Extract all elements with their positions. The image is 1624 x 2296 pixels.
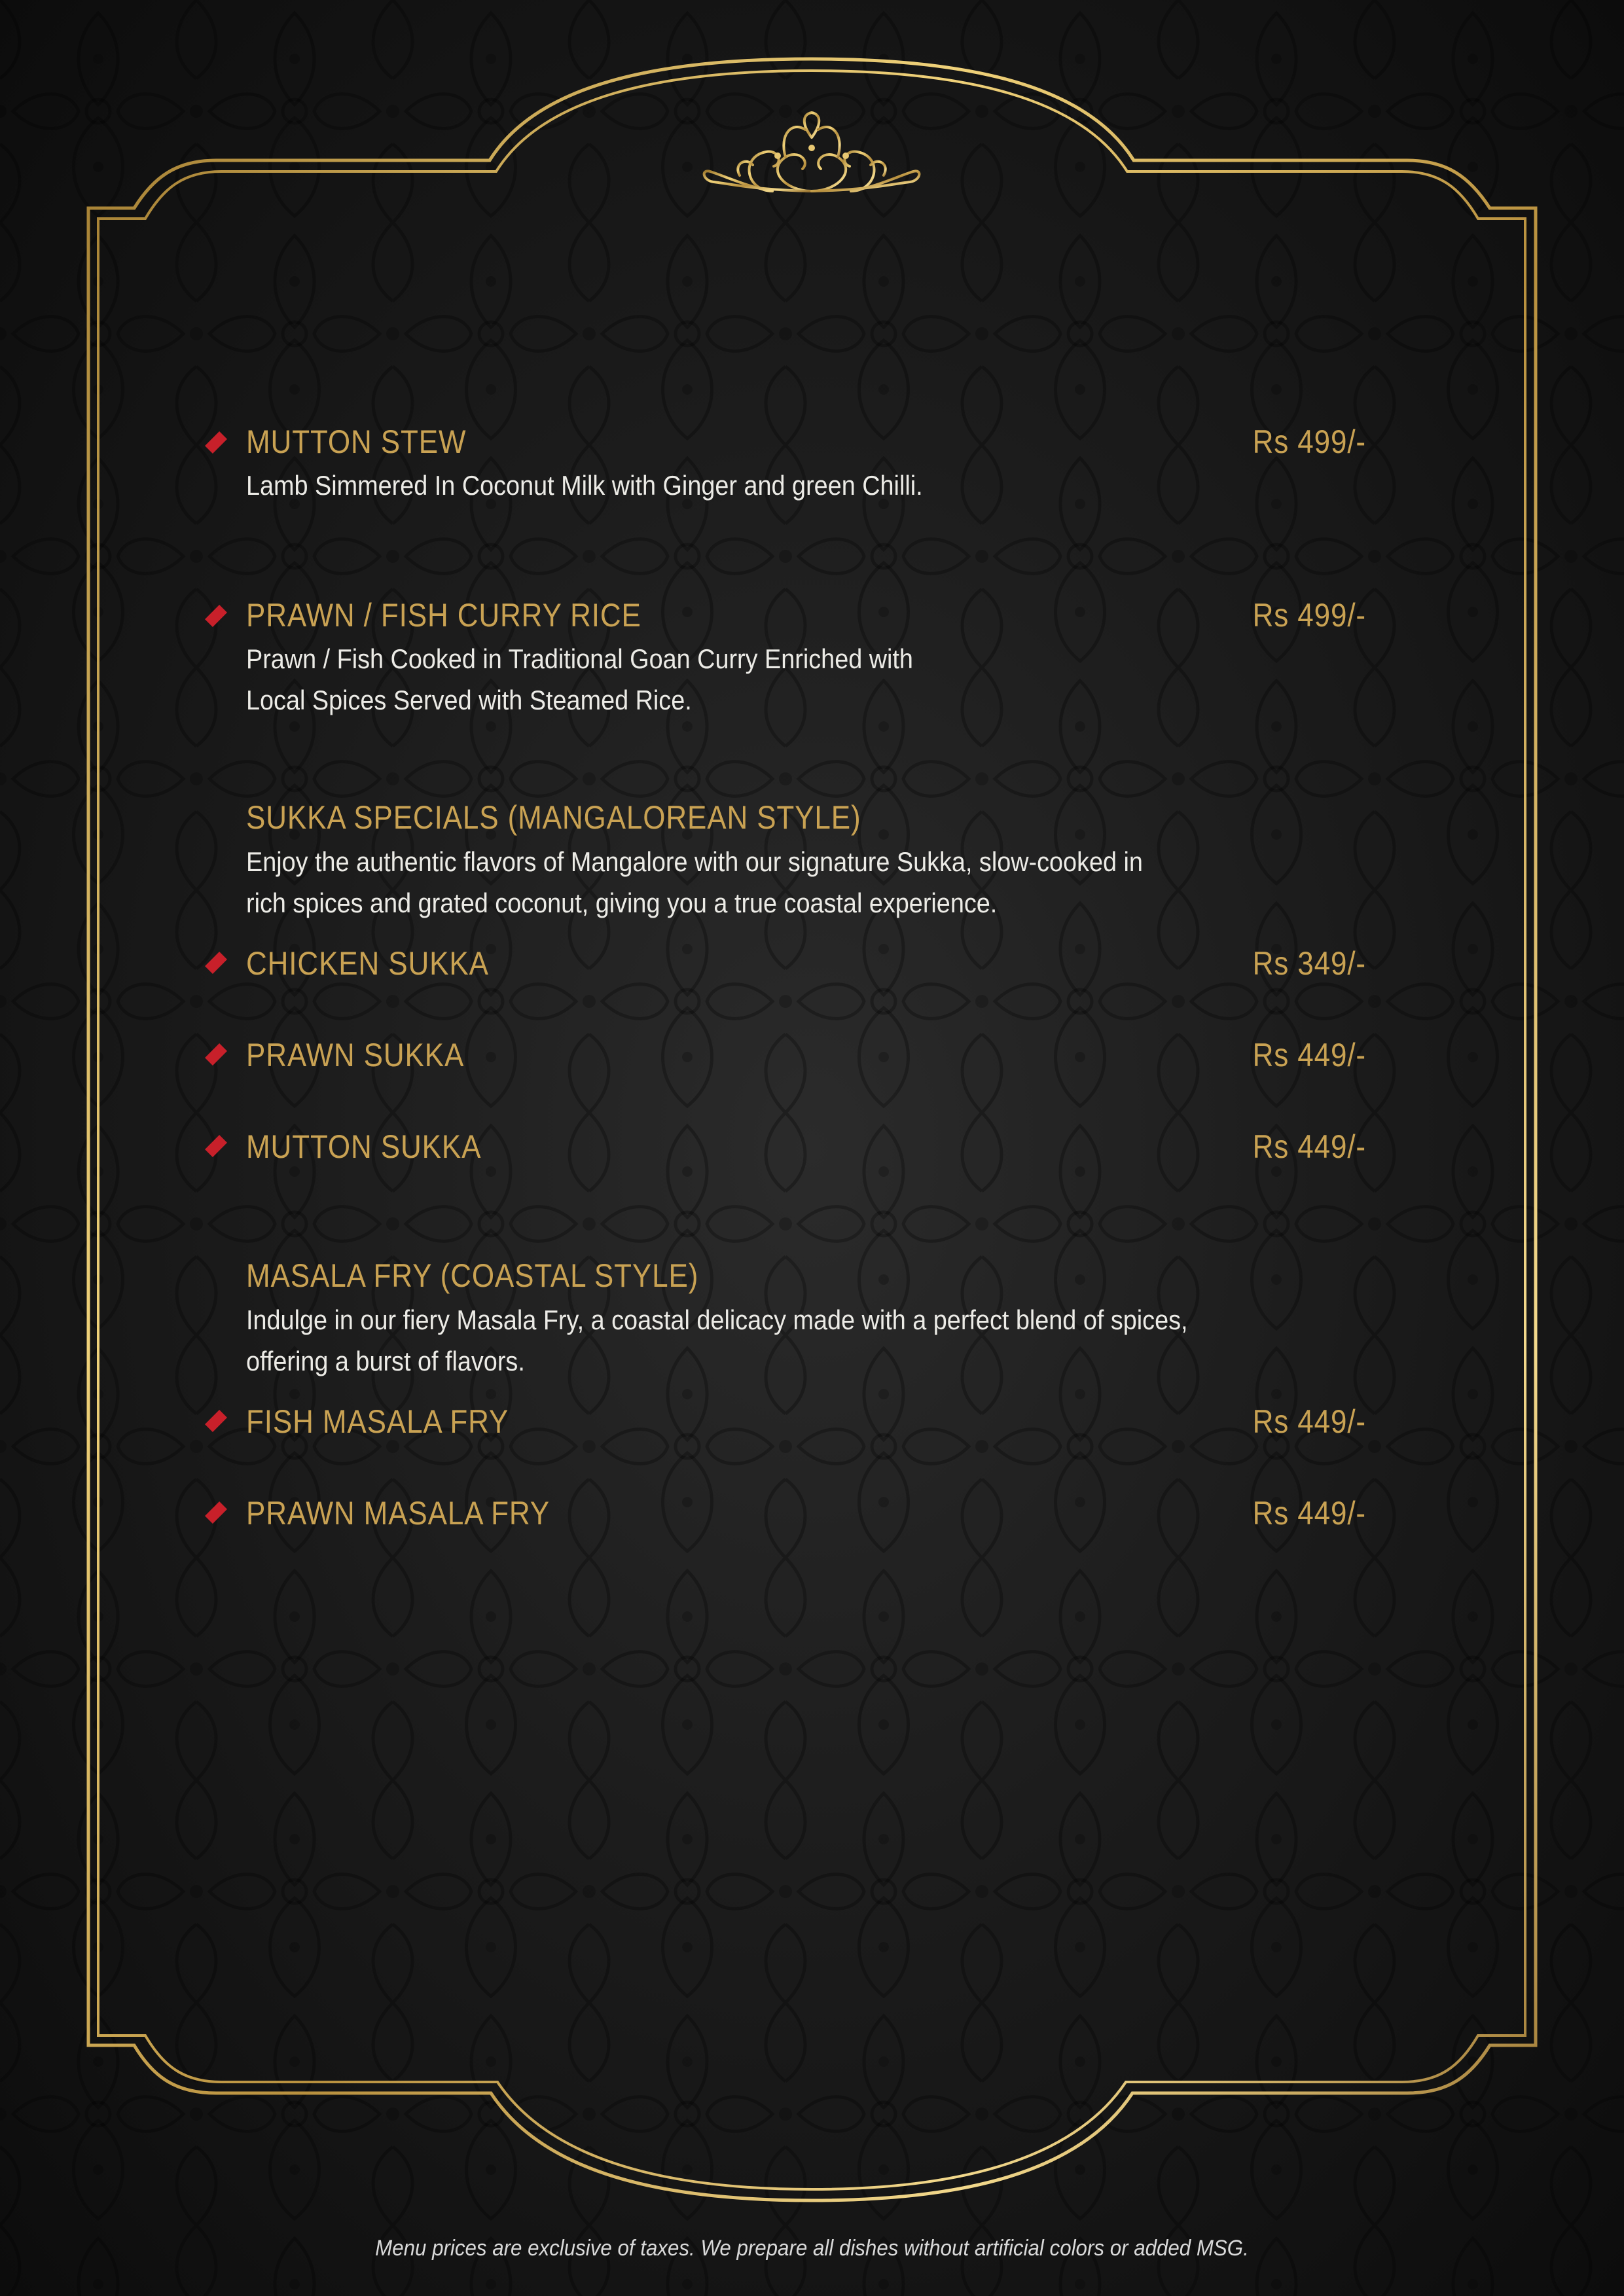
item-price: Rs 449/- bbox=[1252, 1128, 1366, 1165]
item-name: FISH MASALA FRY bbox=[246, 1403, 509, 1440]
item-description: Prawn / Fish Cooked in Traditional Goan Curry Enriched with bbox=[246, 643, 913, 674]
item-description: Local Spices Served with Steamed Rice. bbox=[246, 685, 692, 715]
item-name: PRAWN / FISH CURRY RICE bbox=[246, 597, 641, 634]
section-title: MASALA FRY (COASTAL STYLE) bbox=[246, 1257, 699, 1294]
section-description: Indulge in our fiery Masala Fry, a coastal delicacy made with a perfect blend of spices, bbox=[246, 1304, 1188, 1335]
section-title: SUKKA SPECIALS (MANGALOREAN STYLE) bbox=[246, 799, 861, 836]
item-description: Lamb Simmered In Coconut Milk with Ginger and green Chilli. bbox=[246, 470, 923, 501]
item-price: Rs 449/- bbox=[1252, 1495, 1366, 1532]
section-description: Enjoy the authentic flavors of Mangalore with our signature Sukka, slow-cooked in bbox=[246, 846, 1143, 877]
footer-note: Menu prices are exclusive of taxes. We prepare all dishes without artificial colors or added MSG. bbox=[375, 2236, 1249, 2261]
item-price: Rs 449/- bbox=[1252, 1037, 1366, 1073]
flourish-ornament bbox=[704, 113, 920, 191]
item-price: Rs 499/- bbox=[1252, 423, 1366, 460]
item-price: Rs 449/- bbox=[1252, 1403, 1366, 1440]
item-price: Rs 499/- bbox=[1252, 597, 1366, 634]
item-name: PRAWN SUKKA bbox=[246, 1037, 465, 1073]
item-name: CHICKEN SUKKA bbox=[246, 945, 489, 982]
item-name: PRAWN MASALA FRY bbox=[246, 1495, 550, 1532]
item-name: MUTTON STEW bbox=[246, 423, 467, 460]
item-price: Rs 349/- bbox=[1252, 945, 1366, 982]
section-description: offering a burst of flavors. bbox=[246, 1346, 525, 1376]
item-name: MUTTON SUKKA bbox=[246, 1128, 482, 1165]
section-description: rich spices and grated coconut, giving you a true coastal experience. bbox=[246, 888, 998, 918]
